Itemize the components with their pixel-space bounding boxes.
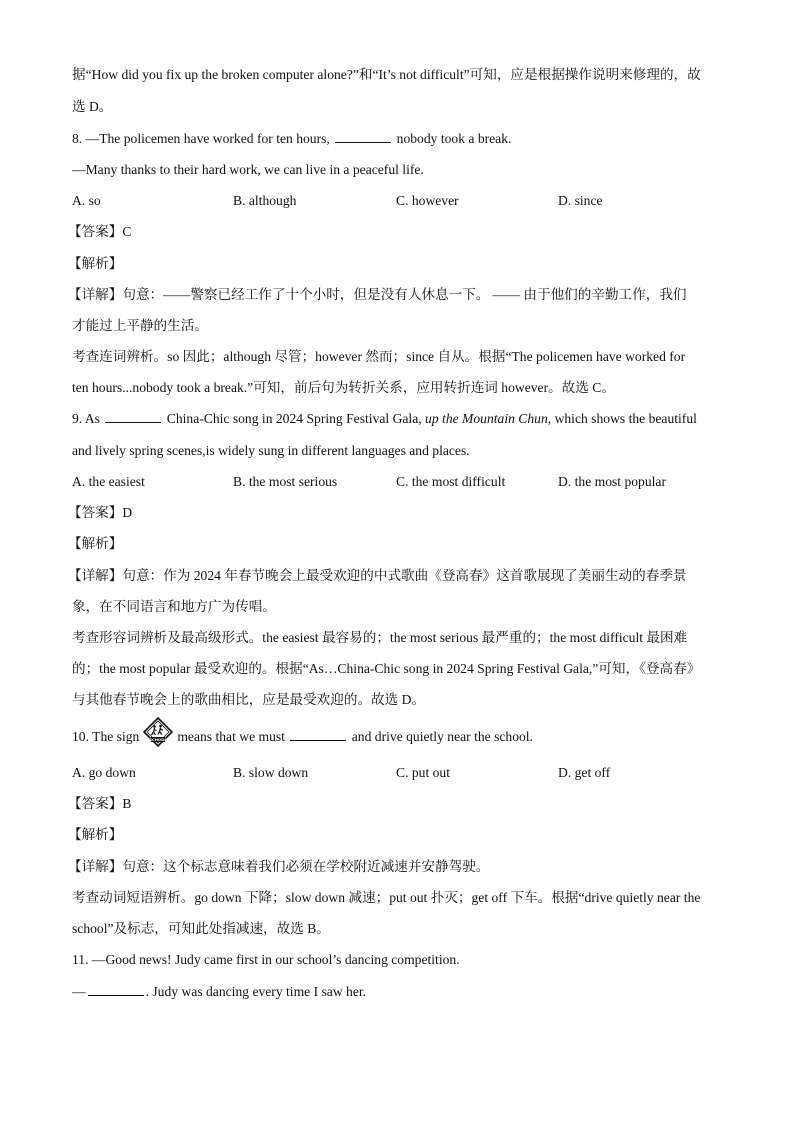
q9-line-2: and lively spring scenes,is widely sung in different languages and places. xyxy=(72,443,470,458)
option-b: B. the most serious xyxy=(233,474,338,489)
analysis-label: 【解析】 xyxy=(68,827,123,842)
sign-text: SCHOOL xyxy=(149,737,168,743)
option-d: D. since xyxy=(558,193,603,208)
q10-text-a: 10. The sign xyxy=(72,729,140,745)
analysis-line: 考查动词短语辨析。go down 下降；slow down 减速；put out 扑灭；get off 下车。根据“drive quietly near the xyxy=(72,890,701,905)
option-a: A. go down xyxy=(72,765,136,780)
text-line: 选 D。 xyxy=(72,99,113,114)
question-8 xyxy=(72,129,724,149)
q11-reply xyxy=(72,982,724,1002)
text-line: 据“How did you fix up the broken computer alone?”和“It’s not difficult”可知，应是根据操作说明来修理的，故 xyxy=(72,67,701,82)
explanation-line: 【详解】句意：——警察已经工作了十个小时，但是没有人休息一下。 —— 由于他们的辛勤工作，我们 xyxy=(68,287,687,302)
q10-text-c: and drive quietly near the school. xyxy=(351,729,533,745)
q8-options xyxy=(72,191,732,211)
q9-text-b: China-Chic song in 2024 Spring Festival Gala, xyxy=(166,411,422,426)
option-a: A. so xyxy=(72,193,101,208)
q8-text-b: nobody took a break. xyxy=(396,131,512,146)
q10-options xyxy=(72,763,732,783)
analysis-label: 【解析】 xyxy=(68,256,123,271)
q9-text-c: , which shows the beautiful xyxy=(547,411,697,426)
analysis-line: school”及标志，可知此处指减速，故选 B。 xyxy=(72,921,330,936)
explanation-line: 才能过上平静的生活。 xyxy=(72,318,208,333)
question-9 xyxy=(72,409,724,429)
q11-dash: — xyxy=(72,984,86,999)
q8-text-a: 8. —The policemen have worked for ten hours, xyxy=(72,131,330,146)
q9-options xyxy=(72,472,732,492)
answer-label: 【答案】D xyxy=(68,505,133,520)
q9-text-a: 9. As xyxy=(72,411,100,426)
answer-blank xyxy=(335,130,391,143)
q10-text-b: means that we must xyxy=(177,729,285,745)
option-d: D. the most popular xyxy=(558,474,666,489)
option-d: D. get off xyxy=(558,765,611,780)
option-b: B. although xyxy=(233,193,297,208)
explanation-line: 【详解】句意：这个标志意味着我们必须在学校附近减速并安静驾驶。 xyxy=(68,859,490,874)
explanation-line: 【详解】句意：作为 2024 年春节晚会上最受欢迎的中式歌曲《登高春》这首歌展现了美丽生动的春季景 xyxy=(68,568,687,583)
answer-label: 【答案】C xyxy=(68,224,132,239)
question-10 xyxy=(72,727,724,749)
q11-text-b: . Judy was dancing every time I saw her. xyxy=(145,984,367,999)
q8-reply: —Many thanks to their hard work, we can live in a peaceful life. xyxy=(72,162,424,177)
option-a: A. the easiest xyxy=(72,474,145,489)
question-11: 11. —Good news! Judy came first in our school’s dancing competition. xyxy=(72,952,460,967)
answer-label: 【答案】B xyxy=(68,796,132,811)
option-c: C. however xyxy=(396,193,459,208)
school-sign-icon xyxy=(143,717,173,747)
explanation-line: 象，在不同语言和地方广为传唱。 xyxy=(72,599,276,614)
option-c: C. put out xyxy=(396,765,451,780)
analysis-label: 【解析】 xyxy=(68,536,123,551)
answer-blank xyxy=(88,983,144,996)
analysis-line: 的；the most popular 最受欢迎的。根据“As…China-Chic song in 2024 Spring Festival Gala,”可知，《登高春》 xyxy=(72,661,701,676)
song-title: up the Mountain Chun xyxy=(425,411,548,426)
analysis-line: 考查连词辨析。so 因此；although 尽管；however 然而；since 自从。根据“The policemen have worked for xyxy=(72,349,686,364)
option-b: B. slow down xyxy=(233,765,309,780)
option-c: C. the most difficult xyxy=(396,474,506,489)
answer-blank xyxy=(105,410,161,423)
analysis-line: 考查形容词辨析及最高级形式。the easiest 最容易的；the most serious 最严重的；the most difficult 最困难 xyxy=(72,630,688,645)
analysis-line: 与其他春节晚会上的歌曲相比，应是最受欢迎的。故选 D。 xyxy=(72,692,426,707)
answer-blank xyxy=(290,728,346,741)
analysis-line: ten hours...nobody took a break.”可知，前后句为转折关系，应用转折连词 however。故选 C。 xyxy=(72,380,615,395)
